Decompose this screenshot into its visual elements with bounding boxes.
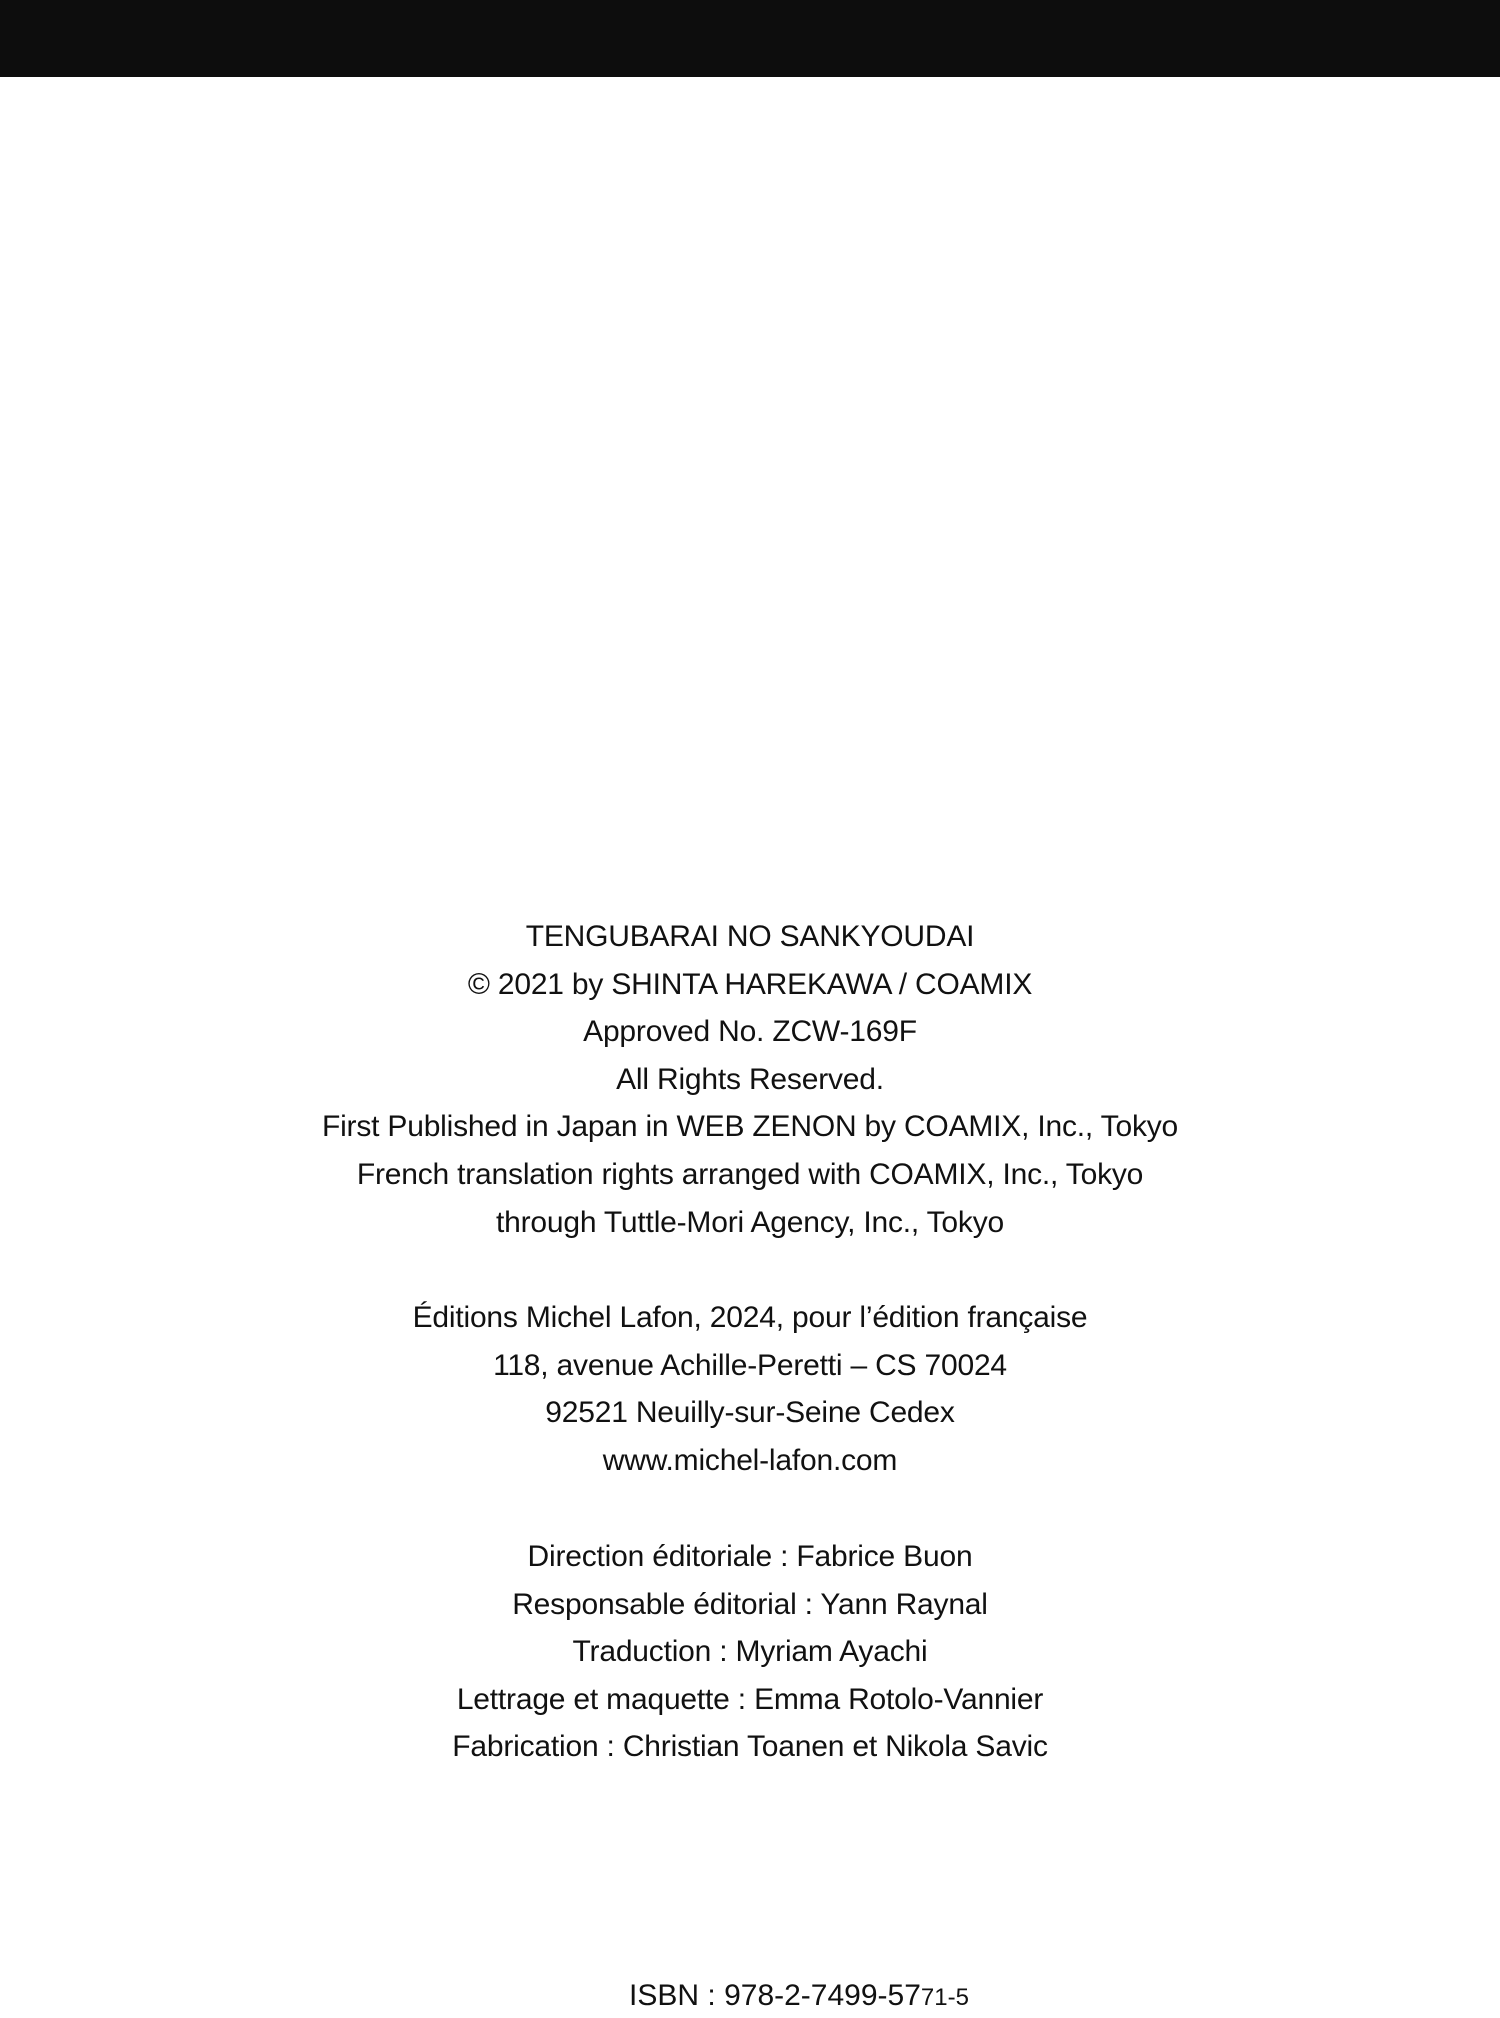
fabrication-credit: Fabrication : Christian Toanen et Nikola Savic bbox=[452, 1730, 1048, 1764]
lettering-credit: Lettrage et maquette : Emma Rotolo-Vannier bbox=[456, 1682, 1044, 1716]
editorial-direction: Direction éditoriale : Fabrice Buon bbox=[527, 1540, 973, 1573]
translation-rights: French translation rights arranged with COAMIX, Inc., Tokyo bbox=[356, 1157, 1144, 1191]
staff-credits-block bbox=[0, 1533, 1500, 1771]
approval-number: Approved No. ZCW-169F bbox=[583, 1015, 917, 1049]
publisher-block bbox=[0, 1294, 1500, 1484]
translation-credit: Traduction : Myriam Ayachi bbox=[572, 1635, 928, 1669]
isbn-tail: 71-5 bbox=[920, 1984, 969, 2011]
copyright-block bbox=[0, 913, 1500, 1246]
publisher-website: www.michel-lafon.com bbox=[602, 1443, 898, 1477]
original-title: TENGUBARAI NO SANKYOUDAI bbox=[525, 920, 975, 953]
publisher-address-city: 92521 Neuilly-sur-Seine Cedex bbox=[545, 1396, 955, 1430]
publisher-address-street: 118, avenue Achille-Peretti – CS 70024 bbox=[493, 1348, 1007, 1382]
rights-reserved: All Rights Reserved. bbox=[616, 1062, 884, 1096]
isbn-line bbox=[0, 1976, 1500, 2018]
agency-line: through Tuttle-Mori Agency, Inc., Tokyo bbox=[495, 1205, 1004, 1239]
first-published: First Published in Japan in WEB ZENON by COAMIX, Inc., Tokyo bbox=[321, 1110, 1179, 1144]
copyright-notice: © 2021 by SHINTA HAREKAWA / COAMIX bbox=[467, 967, 1033, 1001]
editorial-manager: Responsable éditorial : Yann Raynal bbox=[512, 1587, 988, 1621]
top-black-bar bbox=[0, 0, 1500, 77]
isbn-label: ISBN : 978-2-7499-57 bbox=[629, 1979, 921, 2012]
publisher-edition: Éditions Michel Lafon, 2024, pour l’édition française bbox=[412, 1301, 1088, 1334]
